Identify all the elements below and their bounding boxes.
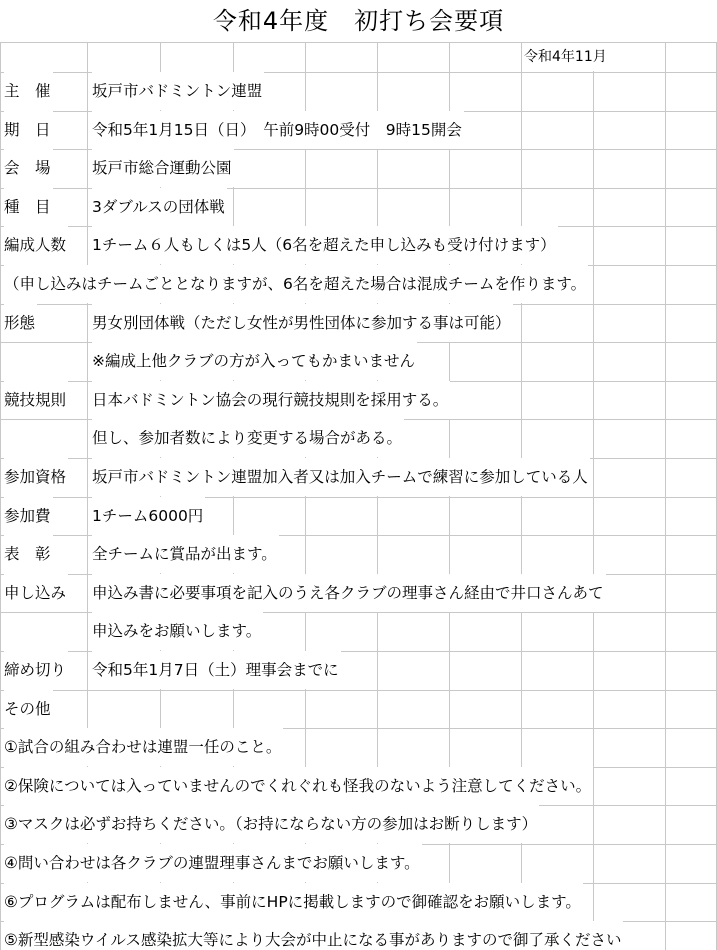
row-value: 坂戸市バドミントン連盟加入者又は加入チームで練習に参加している人 — [92, 458, 590, 496]
note-row-text: ⑤新型感染ウイルス感染拡大等により大会が中止になる事がありますので御了承ください — [4, 921, 623, 950]
grid-column-line — [665, 42, 666, 950]
row-label: 参加費 — [4, 497, 53, 535]
grid-column-line — [593, 42, 594, 950]
row-label: 表 彰 — [4, 535, 53, 573]
row-value: 3ダブルスの団体戦 — [92, 188, 227, 226]
page-title: 令和4年度 初打ち会要項 — [212, 7, 505, 35]
row-label: 種 目 — [4, 188, 53, 226]
row-label: 参加資格 — [4, 458, 68, 496]
grid-row-line — [0, 690, 717, 691]
row-label: 競技規則 — [4, 381, 68, 419]
row-value: 申込みをお願いします。 — [92, 612, 263, 650]
grid-column-line — [0, 42, 1, 950]
row-value: 令和5年1月7日（土）理事会までに — [92, 651, 341, 689]
row-value: 1チーム６人もしくは5人（6名を超えた申し込みも受け付けます） — [92, 226, 558, 264]
row-label: 形態 — [4, 304, 37, 342]
row-value: 日本バドミントン協会の現行競技規則を採用する。 — [92, 381, 450, 419]
row-value: 全チームに賞品が出ます。 — [92, 535, 279, 573]
row-label: 主 催 — [4, 72, 53, 110]
note-row-text: ④問い合わせは各クラブの連盟理事さんまでお願いします。 — [4, 844, 422, 882]
row-value: ※編成上他クラブの方が入ってもかまいません — [92, 342, 417, 380]
row-label: その他 — [4, 690, 53, 728]
note-row-text: ①試合の組み合わせは連盟一任のこと。 — [4, 728, 283, 766]
row-value: 1チーム6000円 — [92, 497, 205, 535]
issue-date: 令和4年11月 — [524, 43, 610, 71]
row-label: 期 日 — [4, 111, 53, 149]
row-label: 締め切り — [4, 651, 68, 689]
row-label: 編成人数 — [4, 226, 68, 264]
row-value: 令和5年1月15日（日） 午前9時00受付 9時15開会 — [92, 111, 464, 149]
row-value: 但し、参加者数により変更する場合がある。 — [92, 419, 404, 457]
row-value: 申込み書に必要事項を記入のうえ各クラブの理事さん経由で井口さんあて — [92, 574, 606, 612]
note-row-text: ②保険については入っていませんのでくれぐれも怪我のないよう注意してください。 — [4, 767, 593, 805]
row-label: 会 場 — [4, 149, 53, 187]
row-value: 坂戸市バドミントン連盟 — [92, 72, 264, 110]
row-value: 男女別団体戦（ただし女性が男性団体に参加する事は可能） — [92, 304, 513, 342]
row-value: 坂戸市総合運動公園 — [92, 149, 234, 187]
row-label: 申し込み — [4, 574, 68, 612]
note-row-text: （申し込みはチームごととなりますが、6名を超えた場合は混成チームを作ります。 — [4, 265, 588, 303]
note-row-text: ③マスクは必ずお持ちください。（お持にならない方の参加はお断りします） — [4, 805, 539, 843]
note-row-text: ⑥プログラムは配布しません、事前にHPに掲載しますので御確認をお願いします。 — [4, 883, 583, 921]
